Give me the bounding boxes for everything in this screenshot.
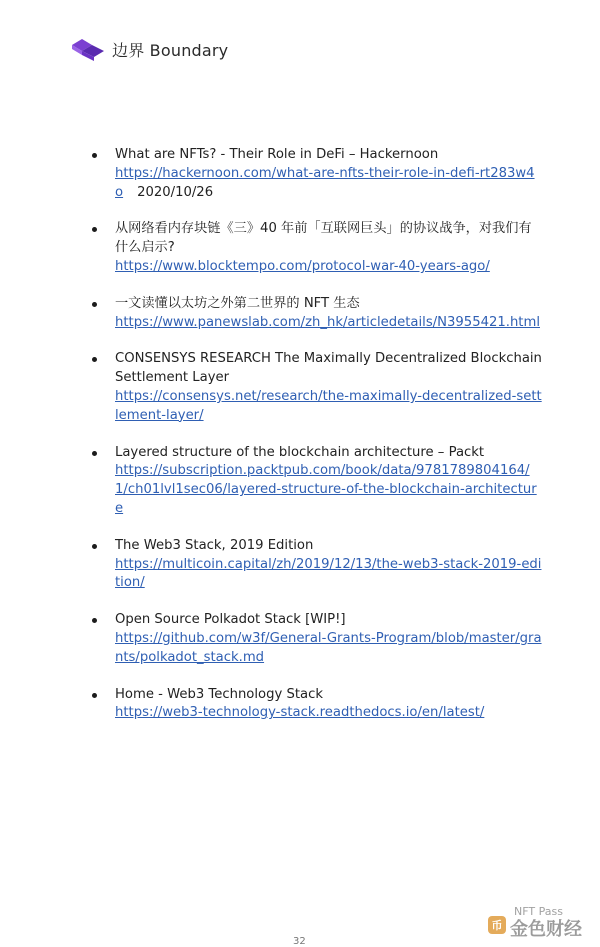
watermark — [488, 905, 592, 940]
reference-title: 一文读懂以太坊之外第二世界的 NFT 生态 — [115, 295, 360, 311]
reference-list — [92, 146, 542, 741]
reference-item — [92, 444, 542, 519]
bullet-icon — [92, 618, 97, 623]
reference-item — [92, 146, 542, 202]
reference-link[interactable]: https://web3-technology-stack.readthedocs.io/en/latest/ — [115, 705, 485, 721]
reference-item — [92, 220, 542, 276]
boundary-logo-icon — [70, 36, 106, 62]
bullet-icon — [92, 357, 97, 362]
reference-link[interactable]: https://multicoin.capital/zh/2019/12/13/the-web3-stack-2019-edition/ — [115, 556, 542, 591]
bullet-icon — [92, 451, 97, 456]
reference-title: What are NFTs? - Their Role in DeFi – Hackernoon — [115, 147, 439, 162]
bullet-icon — [92, 544, 97, 549]
reference-item — [92, 686, 542, 724]
reference-title: 从网络看内存块链《三》40 年前「互联网巨头」的协议战争，对我们有什么启示? — [115, 221, 532, 256]
watermark-small-text: NFT Pass — [514, 905, 563, 918]
reference-item — [92, 537, 542, 593]
page-header — [70, 36, 228, 62]
reference-link[interactable]: https://github.com/w3f/General-Grants-Program/blob/master/grants/polkadot_stack.md — [115, 630, 542, 665]
reference-item — [92, 295, 542, 333]
watermark-text-stack — [510, 905, 592, 940]
page-number: 32 — [293, 936, 306, 947]
reference-title: Layered structure of the blockchain architecture – Packt — [115, 444, 485, 460]
reference-link[interactable]: https://www.panewslab.com/zh_hk/articledetails/N3955421.html — [115, 314, 540, 330]
reference-title: CONSENSYS RESEARCH The Maximally Decentralized Blockchain Settlement Layer — [115, 351, 542, 386]
reference-link[interactable]: https://subscription.packtpub.com/book/data/9781789804164/1/ch01lvl1sec06/layered-structure-of-the-blockchain-architecture — [115, 463, 537, 516]
reference-item — [92, 350, 542, 425]
bullet-icon — [92, 302, 97, 307]
bullet-icon — [92, 227, 97, 232]
brand-name: 边界 Boundary — [112, 40, 229, 60]
reference-link[interactable]: https://hackernoon.com/what-are-nfts-their-role-in-defi-rt283w4o — [115, 165, 535, 200]
bullet-icon — [92, 693, 97, 698]
jinse-logo-icon: 币 — [488, 916, 506, 934]
reference-link[interactable]: https://consensys.net/research/the-maximally-decentralized-settlement-layer/ — [115, 388, 542, 423]
reference-date: 2020/10/26 — [137, 184, 214, 200]
bullet-icon — [92, 153, 97, 158]
reference-item — [92, 611, 542, 667]
watermark-main-text: 金色财经 — [510, 919, 582, 940]
reference-title: The Web3 Stack, 2019 Edition — [115, 537, 314, 553]
reference-link[interactable]: https://www.blocktempo.com/protocol-war-40-years-ago/ — [115, 258, 490, 274]
reference-title: Home - Web3 Technology Stack — [115, 686, 323, 702]
reference-title: Open Source Polkadot Stack [WIP!] — [115, 612, 346, 628]
